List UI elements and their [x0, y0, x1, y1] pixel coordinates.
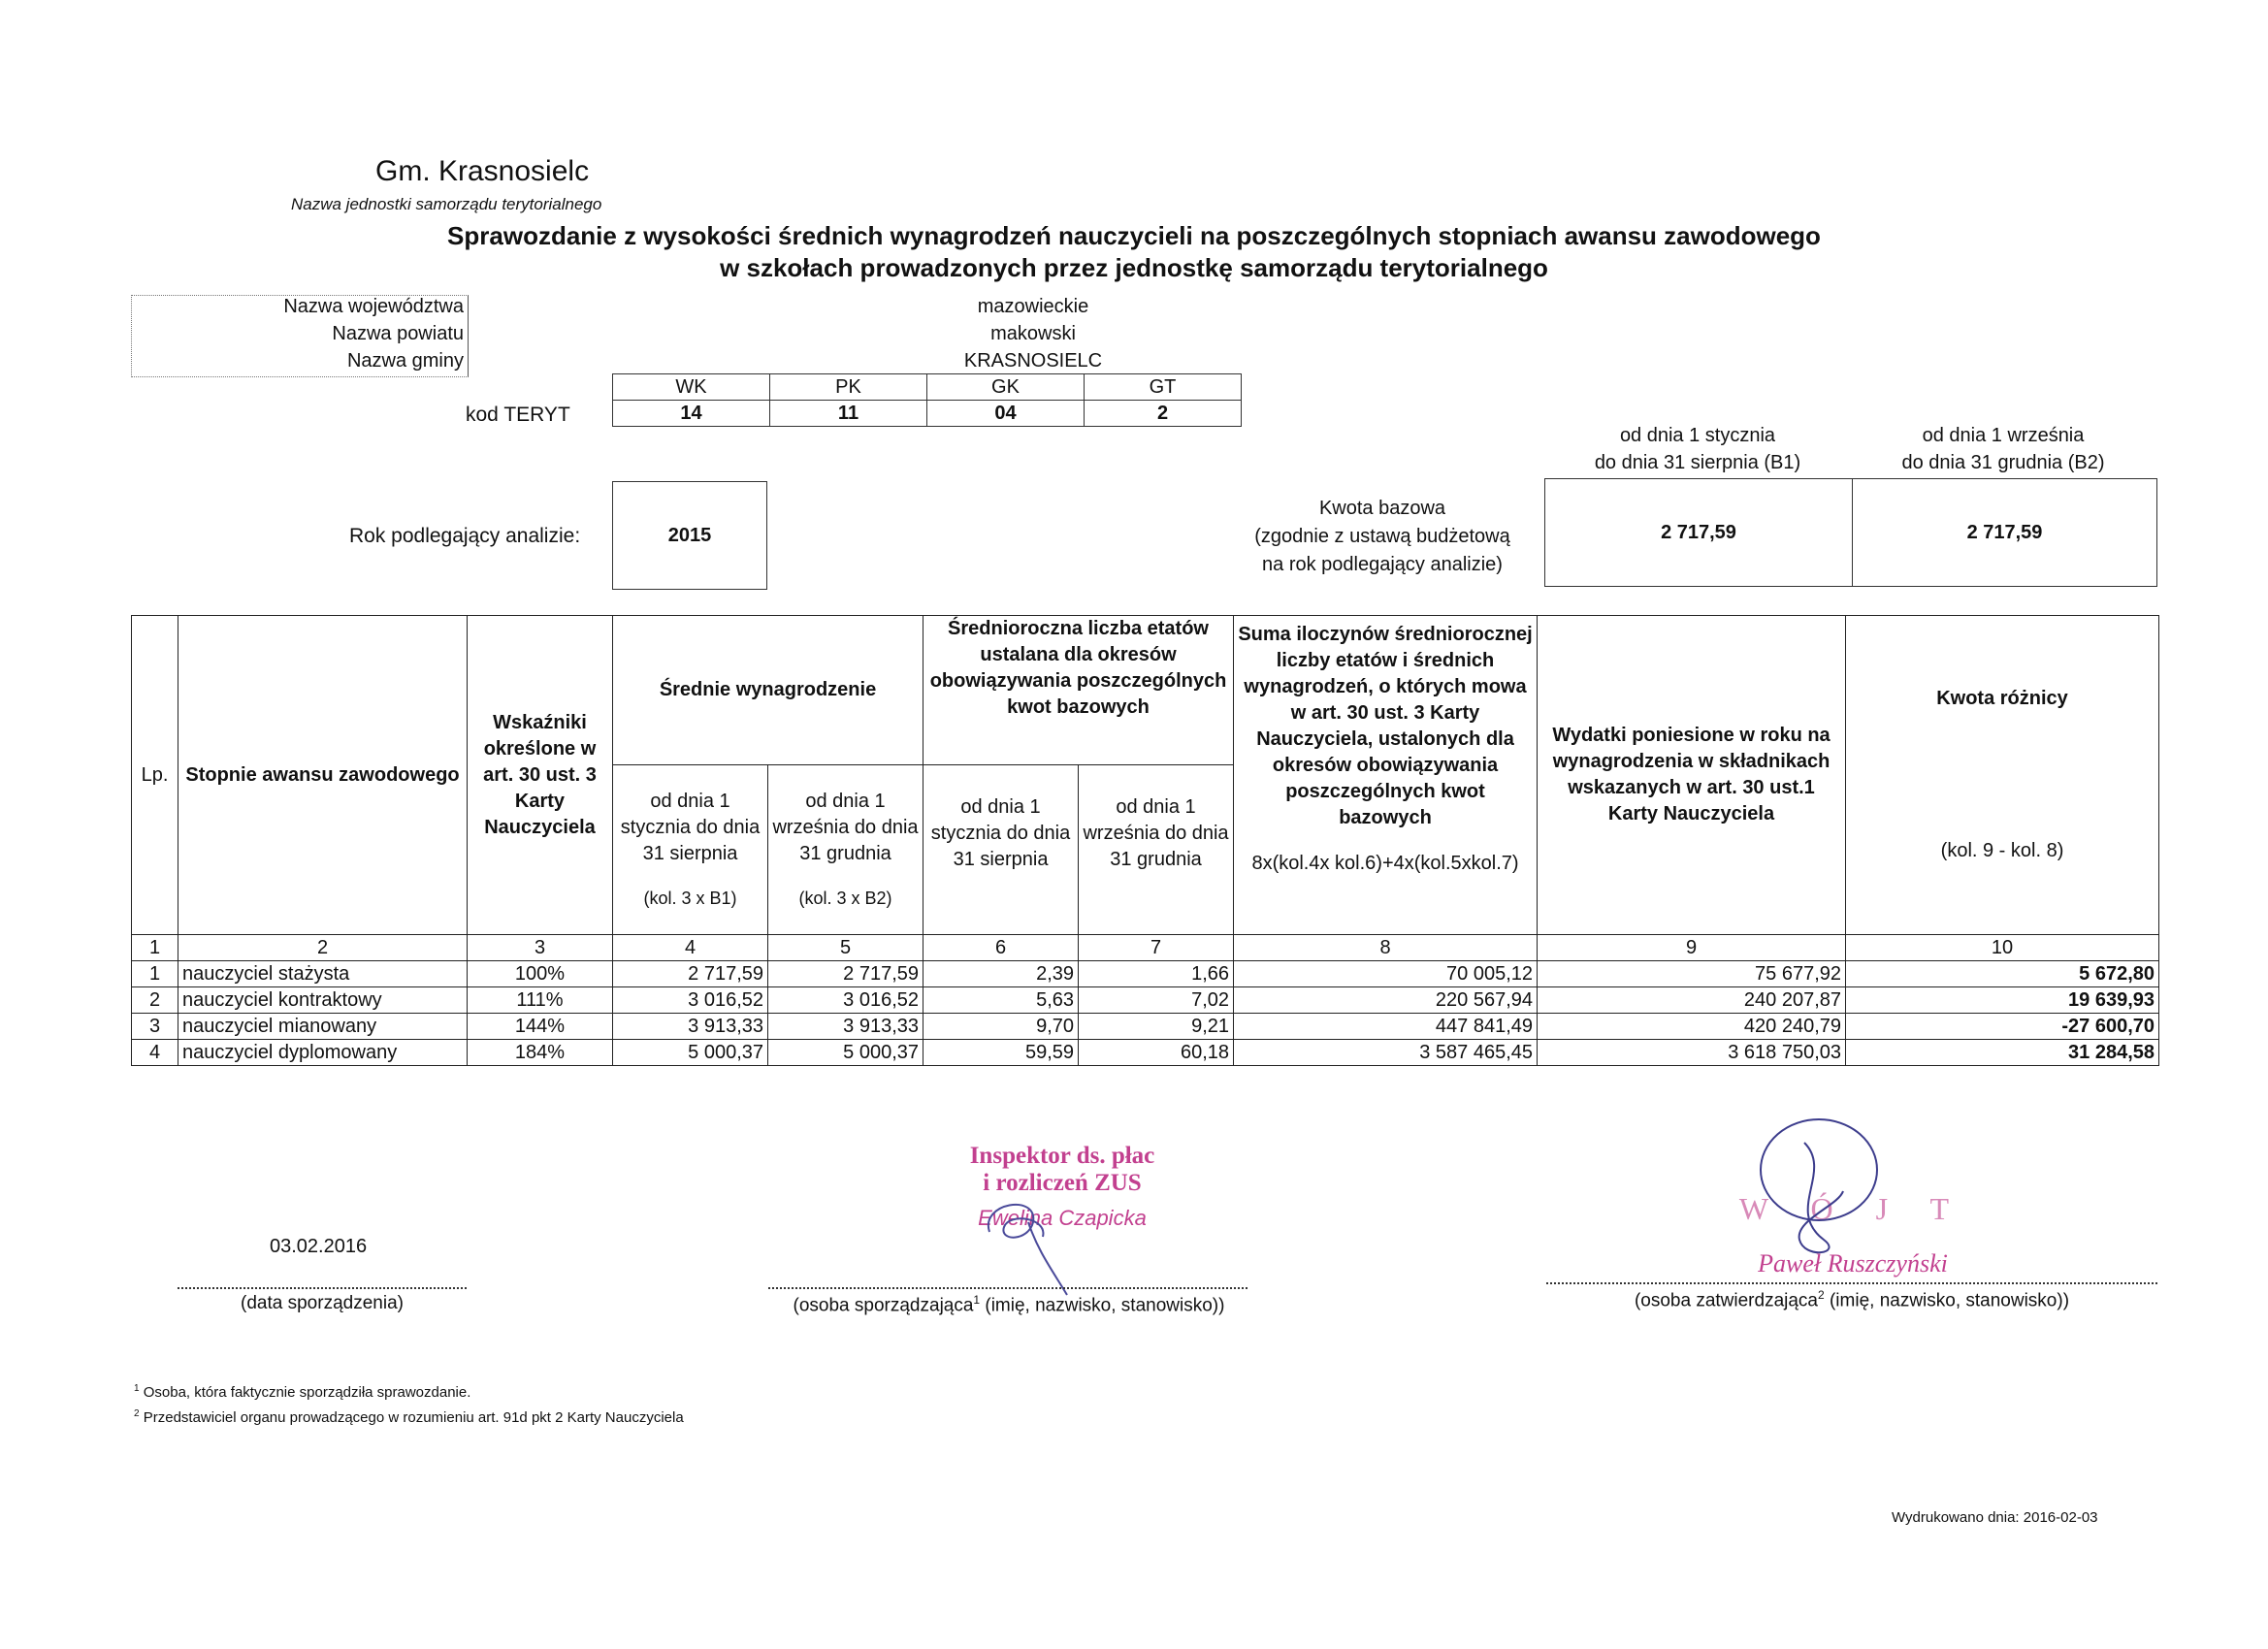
preparer-caption-a: (osoba sporządzająca — [793, 1295, 974, 1316]
date-value: 03.02.2016 — [270, 1236, 368, 1257]
unit-name: Gm. Krasnosielc — [375, 155, 590, 187]
header-srednie-b1-formula: (kol. 3 x B1) — [643, 889, 737, 909]
row-stopien: nauczyciel stażysta — [178, 961, 468, 987]
teryt-gk: 04 — [927, 401, 1085, 427]
salary-table — [131, 615, 2159, 1066]
approver-caption-b: (imię, nazwisko, stanowisko)) — [1824, 1290, 2070, 1311]
approver-caption — [1546, 1288, 2157, 1311]
teryt-header-pk: PK — [770, 374, 927, 401]
footnote-1-text: Osoba, która faktycznie sporządziła sprawozdanie. — [139, 1384, 471, 1401]
b1-header-2: do dnia 31 sierpnia (B1) — [1594, 452, 1801, 473]
row-etaty-b2: 60,18 — [1079, 1040, 1234, 1066]
header-roznica-text: Kwota różnicy — [1936, 688, 2068, 709]
row-srednie-b1: 3 913,33 — [613, 1014, 768, 1040]
stamp-inspector-line1: Inspektor ds. płac — [969, 1143, 1155, 1169]
row-roznica: 31 284,58 — [1846, 1040, 2159, 1066]
row-srednie-b1: 3 016,52 — [613, 987, 768, 1014]
row-srednie-b2: 2 717,59 — [768, 961, 923, 987]
preparer-caption-sup: 1 — [973, 1293, 981, 1307]
header-srednie-b2-text: od dnia 1 września do dnia 31 grudnia — [772, 791, 919, 865]
header-etaty-b1: od dnia 1 stycznia do dnia 31 sierpnia — [923, 765, 1079, 935]
row-wydatki: 420 240,79 — [1538, 1014, 1846, 1040]
teryt-header-wk: WK — [613, 374, 770, 401]
base-amount-label — [1222, 495, 1542, 579]
row-srednie-b1: 5 000,37 — [613, 1040, 768, 1066]
footnote-2-sup: 2 — [134, 1408, 140, 1419]
b1-header-1: od dnia 1 stycznia — [1619, 425, 1776, 446]
base-amount-label-2: (zgodnie z ustawą budżetową — [1254, 526, 1510, 547]
teryt-header-gk: GK — [927, 374, 1085, 401]
col-number: 8 — [1234, 935, 1538, 961]
col-number: 1 — [132, 935, 178, 961]
county-value: makowski — [990, 323, 1076, 344]
footnote-2-text: Przedstawiciel organu prowadzącego w rozumieniu art. 91d pkt 2 Karty Nauczyciela — [139, 1409, 684, 1426]
row-lp: 1 — [132, 961, 178, 987]
header-suma-formula: 8x(kol.4x kol.6)+4x(kol.5xkol.7) — [1251, 853, 1519, 874]
header-suma-text: Suma iloczynów średniorocznej liczby etatów i średnich wynagrodzeń, o których mowa w art. 30 ust. 3 Karty Nauczyciela, ustalonych dla okresów obowiązywania poszczególnych kwot bazowych — [1238, 624, 1533, 828]
header-wydatki: Wydatki poniesione w roku na wynagrodzenia w składnikach wskazanych w art. 30 ust.1 Karty Nauczyciela — [1538, 616, 1846, 935]
preparer-caption — [737, 1293, 1280, 1316]
row-suma: 447 841,49 — [1234, 1014, 1538, 1040]
row-lp: 2 — [132, 987, 178, 1014]
printed-date: Wydrukowano dnia: 2016-02-03 — [1892, 1509, 2098, 1526]
row-lp: 4 — [132, 1040, 178, 1066]
row-etaty-b1: 2,39 — [923, 961, 1079, 987]
row-suma: 70 005,12 — [1234, 961, 1538, 987]
approver-caption-sup: 2 — [1818, 1288, 1825, 1302]
row-suma: 3 587 465,45 — [1234, 1040, 1538, 1066]
row-wskaznik: 111% — [468, 987, 613, 1014]
preparer-signature — [960, 1183, 1077, 1300]
teryt-table — [612, 373, 1242, 427]
row-lp: 3 — [132, 1014, 178, 1040]
header-etaty: Średnioroczna liczba etatów ustalana dla okresów obowiązywania poszczególnych kwot bazowych — [923, 616, 1234, 765]
header-srednie-b2-formula: (kol. 3 x B2) — [798, 889, 892, 909]
year-value: 2015 — [667, 525, 712, 546]
header-srednie: Średnie wynagrodzenie — [613, 616, 923, 765]
row-stopien: nauczyciel mianowany — [178, 1014, 468, 1040]
preparer-dotted-line — [768, 1287, 1247, 1289]
report-title-line1: Sprawozdanie z wysokości średnich wynagrodzeń nauczycieli na poszczególnych stopniach awansu zawodowego — [447, 221, 1821, 250]
header-stopnie: Stopnie awansu zawodowego — [178, 616, 468, 935]
footnote-2 — [134, 1408, 684, 1426]
date-dotted-line — [178, 1287, 467, 1289]
footnote-1 — [134, 1383, 470, 1401]
header-roznica — [1846, 616, 2159, 935]
commune-label: Nazwa gminy — [346, 350, 464, 372]
voivodeship-value: mazowieckie — [977, 296, 1089, 317]
approver-caption-a: (osoba zatwierdzająca — [1634, 1290, 1818, 1311]
header-wskazniki: Wskaźniki określone w art. 30 ust. 3 Karty Nauczyciela — [468, 616, 613, 935]
header-srednie-b1-text: od dnia 1 stycznia do dnia 31 sierpnia — [620, 791, 761, 865]
row-roznica: 5 672,80 — [1846, 961, 2159, 987]
col-number: 7 — [1079, 935, 1234, 961]
stamp-wojt: W Ó J T — [1738, 1191, 1967, 1226]
stamp-wojt-name: Paweł Ruszczyński — [1758, 1249, 1948, 1277]
teryt-pk: 11 — [770, 401, 927, 427]
col-number: 5 — [768, 935, 923, 961]
b2-header-2: do dnia 31 grudnia (B2) — [1901, 452, 2105, 473]
stamp-inspector-name: Ewelina Czapicka — [978, 1206, 1147, 1230]
teryt-gt: 2 — [1085, 401, 1242, 427]
row-etaty-b2: 9,21 — [1079, 1014, 1234, 1040]
approver-signature — [1746, 1114, 1892, 1269]
table-row — [132, 987, 2159, 1014]
report-title-line2: w szkołach prowadzonych przez jednostkę samorządu terytorialnego — [720, 253, 1548, 282]
row-roznica: -27 600,70 — [1846, 1014, 2159, 1040]
header-etaty-b2: od dnia 1 września do dnia 31 grudnia — [1079, 765, 1234, 935]
row-srednie-b1: 2 717,59 — [613, 961, 768, 987]
table-row — [132, 961, 2159, 987]
col-number: 4 — [613, 935, 768, 961]
row-stopien: nauczyciel kontraktowy — [178, 987, 468, 1014]
stamp-inspector-line2: i rozliczeń ZUS — [983, 1170, 1142, 1196]
row-etaty-b2: 7,02 — [1079, 987, 1234, 1014]
row-etaty-b1: 9,70 — [923, 1014, 1079, 1040]
header-srednie-b2 — [768, 765, 923, 935]
b1-value: 2 717,59 — [1661, 522, 1736, 543]
approver-dotted-line — [1546, 1282, 2157, 1284]
base-amount-label-1: Kwota bazowa — [1318, 498, 1446, 519]
unit-caption: Nazwa jednostki samorządu terytorialnego — [291, 195, 602, 213]
row-wskaznik: 144% — [468, 1014, 613, 1040]
row-etaty-b1: 5,63 — [923, 987, 1079, 1014]
commune-value: KRASNOSIELC — [963, 350, 1103, 372]
b2-header-1: od dnia 1 września — [1922, 425, 2085, 446]
col-number: 10 — [1846, 935, 2159, 961]
table-row — [132, 1014, 2159, 1040]
row-stopien: nauczyciel dyplomowany — [178, 1040, 468, 1066]
base-amount-label-3: na rok podlegający analizie) — [1262, 554, 1503, 575]
header-lp: Lp. — [132, 616, 178, 935]
teryt-wk: 14 — [613, 401, 770, 427]
footnote-1-sup: 1 — [134, 1383, 140, 1394]
col-number: 3 — [468, 935, 613, 961]
date-caption: (data sporządzenia) — [241, 1293, 404, 1313]
voivodeship-label: Nazwa województwa — [283, 296, 464, 317]
row-etaty-b1: 59,59 — [923, 1040, 1079, 1066]
row-wydatki: 3 618 750,03 — [1538, 1040, 1846, 1066]
preparer-caption-b: (imię, nazwisko, stanowisko)) — [980, 1295, 1225, 1316]
col-number: 2 — [178, 935, 468, 961]
row-wydatki: 240 207,87 — [1538, 987, 1846, 1014]
row-srednie-b2: 3 913,33 — [768, 1014, 923, 1040]
county-label: Nazwa powiatu — [332, 323, 464, 344]
header-srednie-b1 — [613, 765, 768, 935]
table-row — [132, 1040, 2159, 1066]
teryt-label: kod TERYT — [466, 404, 570, 426]
row-wskaznik: 184% — [468, 1040, 613, 1066]
col-number: 9 — [1538, 935, 1846, 961]
b2-value: 2 717,59 — [1966, 522, 2043, 543]
row-wydatki: 75 677,92 — [1538, 961, 1846, 987]
row-suma: 220 567,94 — [1234, 987, 1538, 1014]
row-srednie-b2: 5 000,37 — [768, 1040, 923, 1066]
row-etaty-b2: 1,66 — [1079, 961, 1234, 987]
col-number: 6 — [923, 935, 1079, 961]
row-wskaznik: 100% — [468, 961, 613, 987]
header-suma — [1234, 616, 1538, 935]
row-srednie-b2: 3 016,52 — [768, 987, 923, 1014]
header-roznica-formula: (kol. 9 - kol. 8) — [1940, 840, 2064, 861]
teryt-header-gt: GT — [1085, 374, 1242, 401]
row-roznica: 19 639,93 — [1846, 987, 2159, 1014]
year-label: Rok podlegający analizie: — [349, 525, 581, 547]
